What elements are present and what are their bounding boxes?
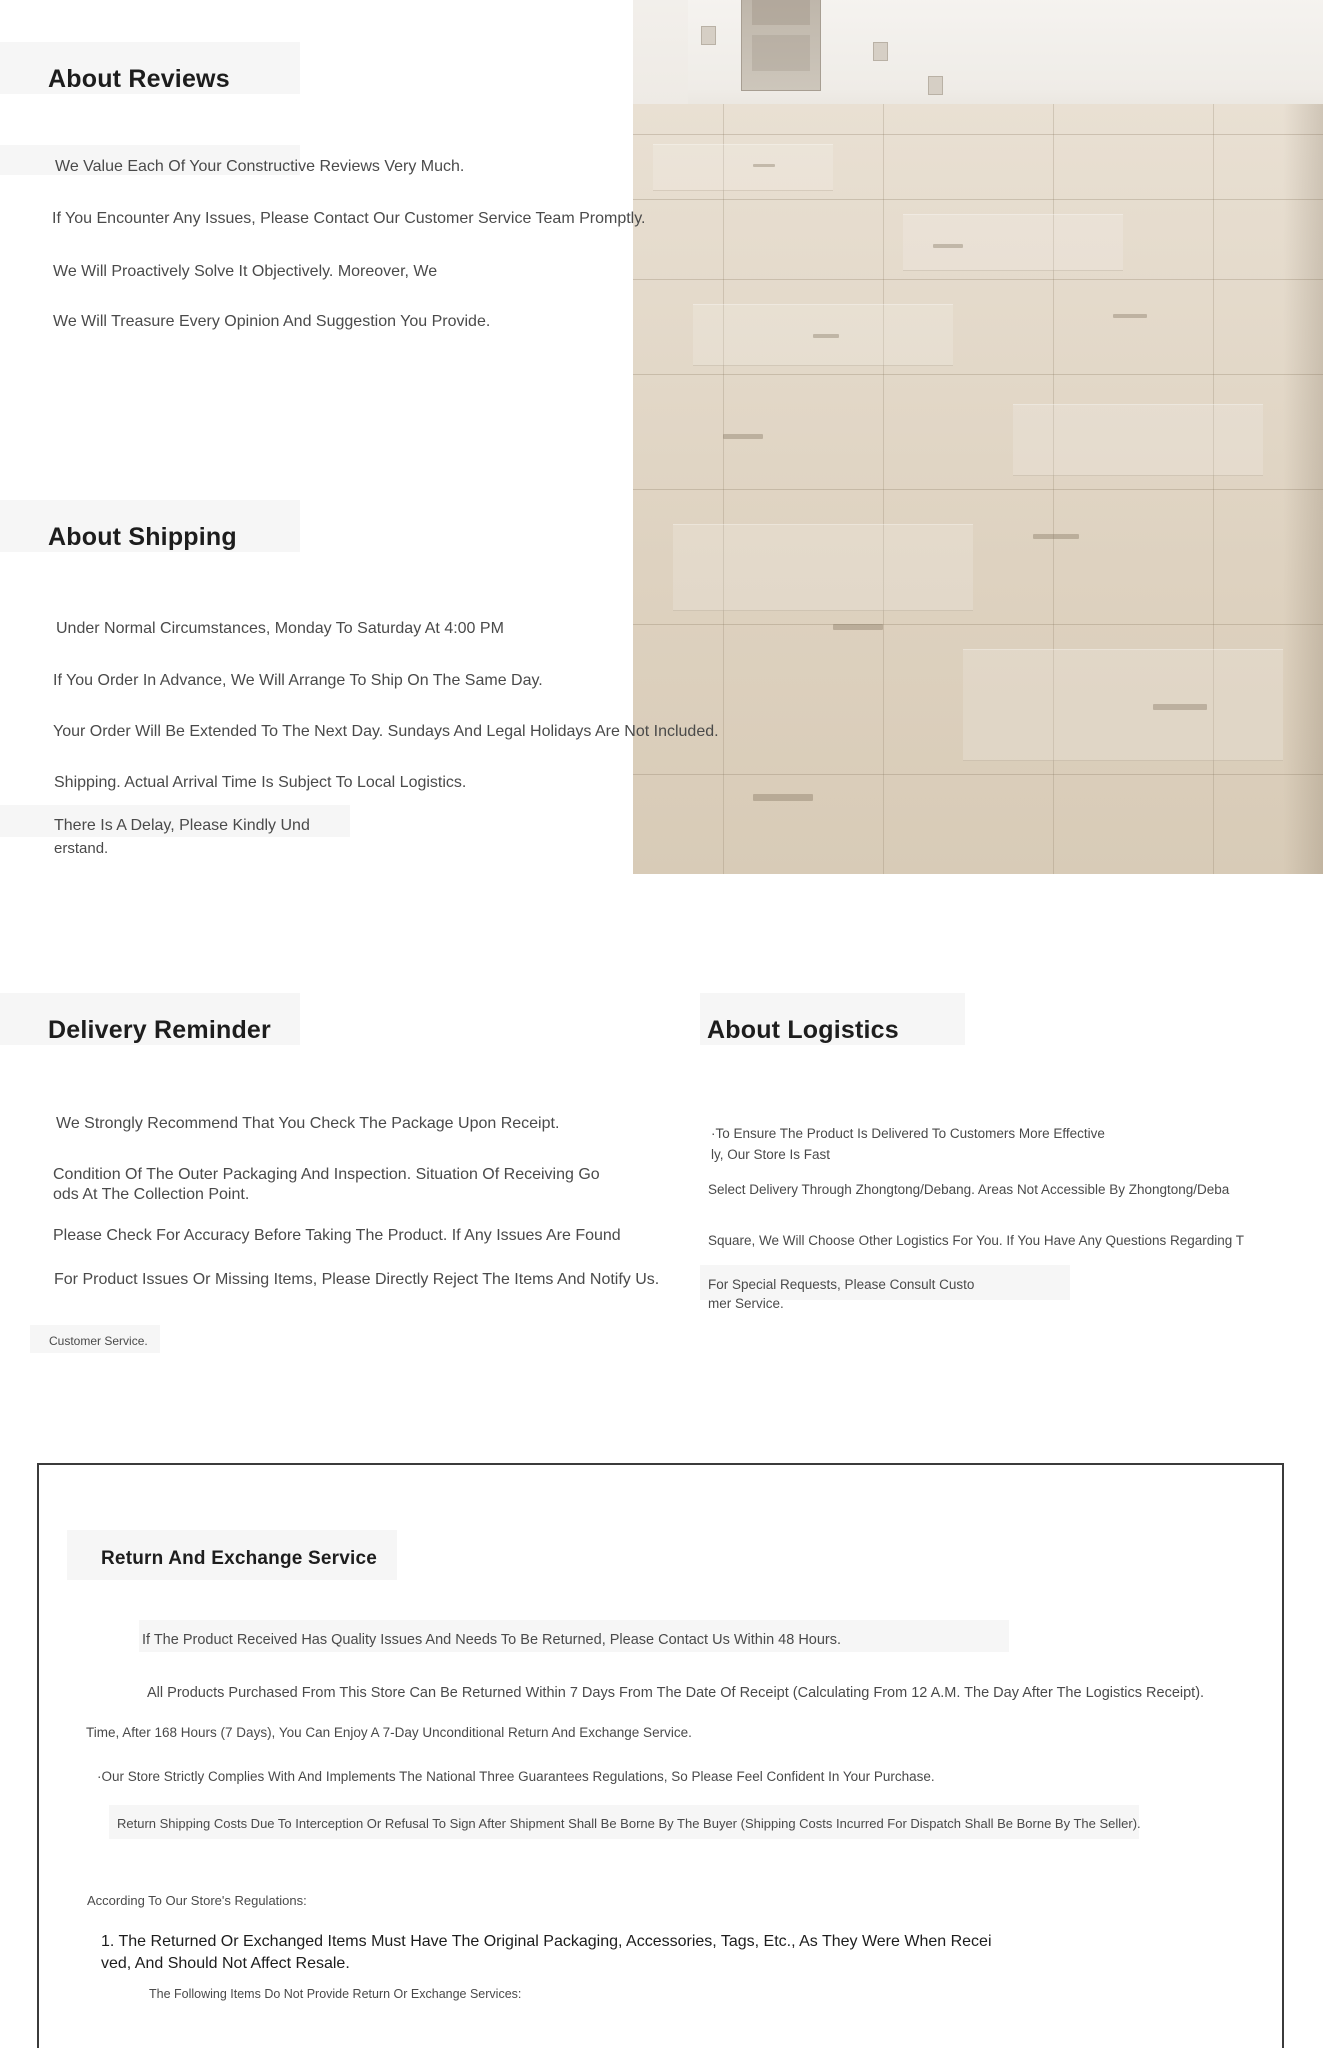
section-title-reviews: About Reviews — [48, 65, 230, 93]
delivery-line: Customer Service. — [49, 1334, 148, 1348]
reviews-line: We Will Proactively Solve It Objectively. Moreover, We — [53, 263, 438, 280]
shipping-line: Under Normal Circumstances, Monday To Saturday At 4:00 PM — [56, 620, 504, 637]
logistics-line: ly, Our Store Is Fast — [711, 1147, 831, 1162]
reviews-line: If You Encounter Any Issues, Please Contact Our Customer Service Team Promptly. — [52, 210, 646, 227]
photo-door-panel-lower — [752, 35, 810, 71]
room-interior-photo — [633, 0, 1323, 874]
section-title-delivery: Delivery Reminder — [48, 1016, 271, 1044]
logistics-line: Square, We Will Choose Other Logistics For You. If You Have Any Questions Regarding T — [708, 1233, 1245, 1248]
delivery-line: Please Check For Accuracy Before Taking The Product. If Any Issues Are Found — [53, 1227, 621, 1244]
returns-line: All Products Purchased From This Store Can Be Returned Within 7 Days From The Date Of Receipt (Calculating From 12 A.M. The Day After The Logistics Receipt). — [147, 1685, 1205, 1701]
photo-door-panel-upper — [752, 0, 810, 25]
reviews-line: We Value Each Of Your Constructive Reviews Very Much. — [55, 158, 465, 175]
photo-right-shadow — [1283, 104, 1323, 874]
logistics-line: ·To Ensure The Product Is Delivered To Customers More Effective — [711, 1126, 1105, 1141]
section-title-logistics: About Logistics — [707, 1016, 899, 1044]
returns-line: According To Our Store's Regulations: — [87, 1893, 307, 1908]
photo-doorway — [741, 0, 821, 91]
photo-wall-outlet — [928, 76, 943, 95]
returns-line: Return Shipping Costs Due To Interception Or Refusal To Sign After Shipment Shall Be Borne By The Buyer (Shipping Costs Incurred For Dispatch Shall Be Borne By The Seller). — [117, 1816, 1141, 1831]
delivery-line: Condition Of The Outer Packaging And Inspection. Situation Of Receiving Go — [53, 1166, 600, 1183]
delivery-line: For Product Issues Or Missing Items, Please Directly Reject The Items And Notify Us. — [54, 1271, 660, 1288]
shipping-line: erstand. — [54, 840, 109, 857]
section-title-shipping: About Shipping — [48, 523, 237, 551]
shipping-line: Your Order Will Be Extended To The Next Day. Sundays And Legal Holidays Are Not Included. — [53, 723, 719, 740]
returns-line: 1. The Returned Or Exchanged Items Must Have The Original Packaging, Accessories, Tags, Etc., As They Were When Recei — [101, 1933, 992, 1950]
photo-wall-outlet — [701, 26, 716, 45]
shipping-line: If You Order In Advance, We Will Arrange To Ship On The Same Day. — [53, 672, 543, 689]
shipping-line: Shipping. Actual Arrival Time Is Subject To Local Logistics. — [54, 774, 467, 791]
return-exchange-box — [37, 1463, 1284, 2048]
logistics-line: Select Delivery Through Zhongtong/Debang. Areas Not Accessible By Zhongtong/Deba — [708, 1182, 1230, 1197]
delivery-line: We Strongly Recommend That You Check The Package Upon Receipt. — [56, 1115, 560, 1132]
photo-wall-outlet — [873, 42, 888, 61]
delivery-line: ods At The Collection Point. — [53, 1186, 250, 1203]
returns-line: If The Product Received Has Quality Issues And Needs To Be Returned, Please Contact Us Within 48 Hours. — [142, 1632, 842, 1648]
photo-floor — [633, 104, 1323, 874]
shipping-line: There Is A Delay, Please Kindly Und — [54, 817, 310, 834]
reviews-line: We Will Treasure Every Opinion And Suggestion You Provide. — [53, 313, 491, 330]
logistics-line: mer Service. — [708, 1296, 784, 1311]
returns-line: ·Our Store Strictly Complies With And Implements The National Three Guarantees Regulations, So Please Feel Confident In Your Purchase. — [97, 1769, 935, 1784]
section-title-returns: Return And Exchange Service — [101, 1548, 378, 1569]
returns-line: ved, And Should Not Affect Resale. — [101, 1955, 350, 1972]
returns-line: The Following Items Do Not Provide Return Or Exchange Services: — [149, 1987, 522, 2001]
returns-line: Time, After 168 Hours (7 Days), You Can Enjoy A 7-Day Unconditional Return And Exchange Service. — [86, 1725, 692, 1740]
logistics-line: For Special Requests, Please Consult Custo — [708, 1277, 975, 1292]
